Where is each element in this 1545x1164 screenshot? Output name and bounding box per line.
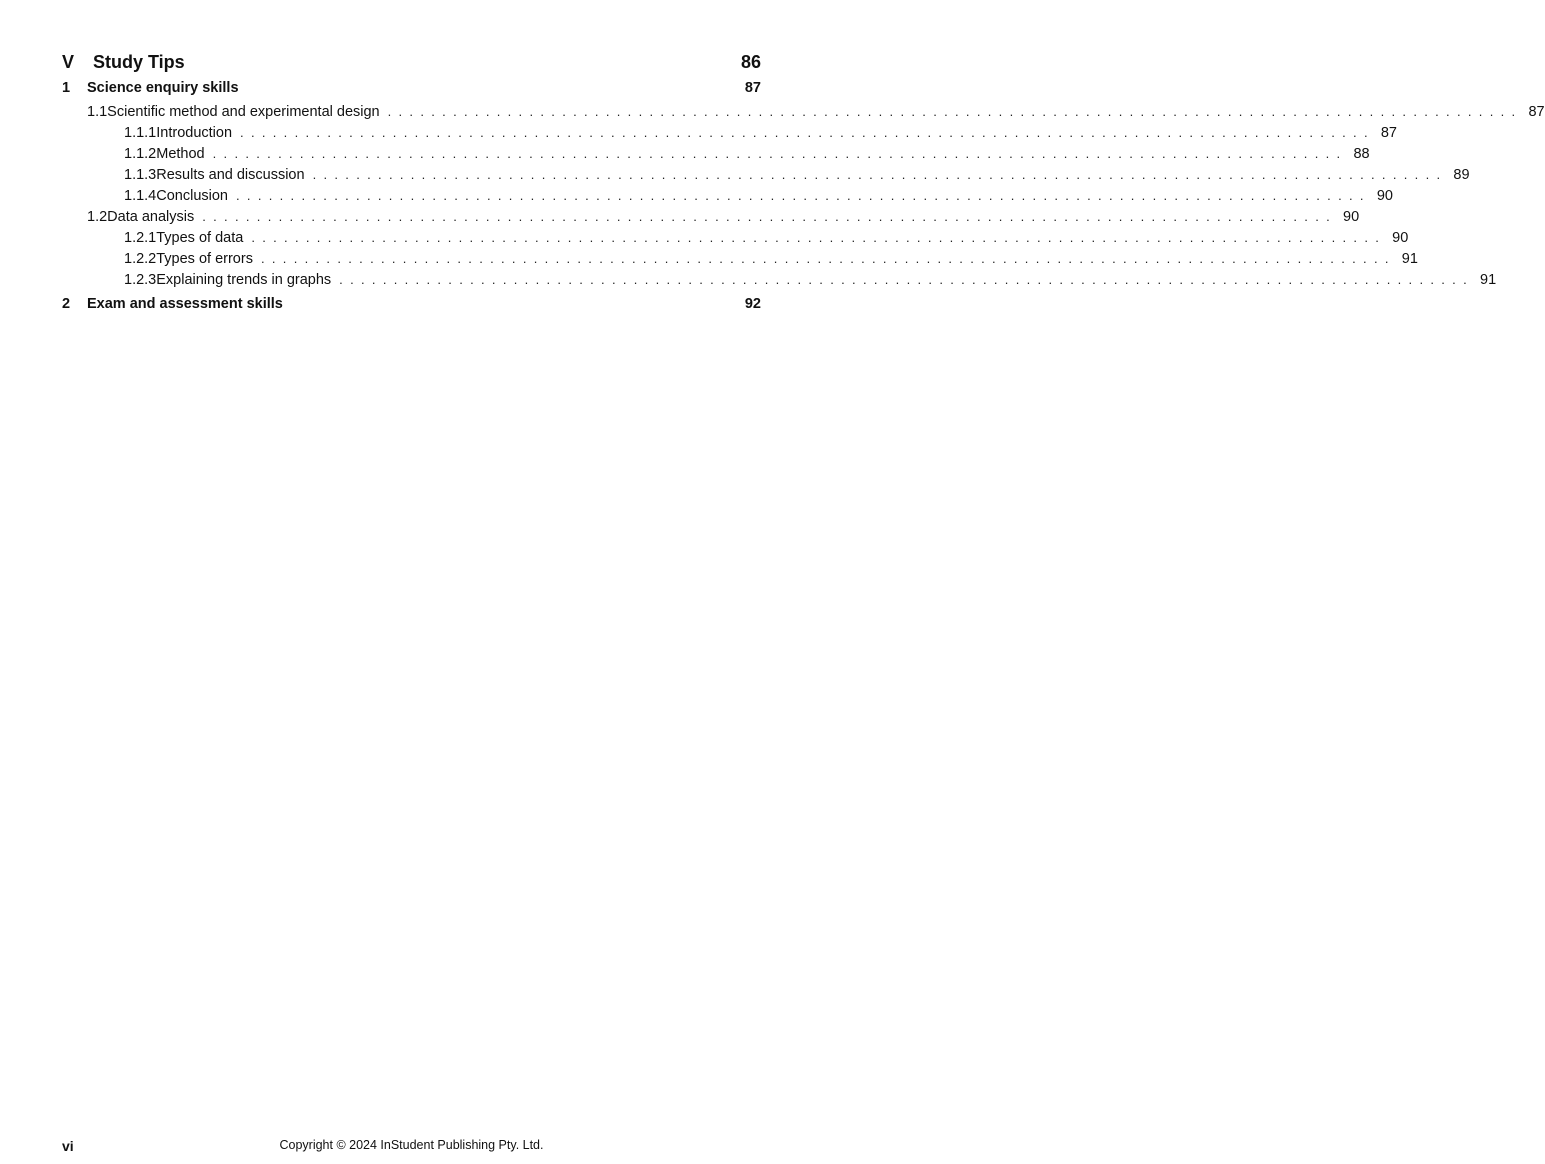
subsection-page: 88 <box>1353 146 1370 162</box>
subsection-title: Method <box>156 146 205 162</box>
toc-subsection-entry[interactable] <box>62 269 1497 290</box>
chapter-number: 2 <box>62 296 71 312</box>
section-number: 1.1 <box>87 104 108 120</box>
subsection-number: 1.1.2 <box>124 146 157 162</box>
toc-section-entry[interactable] <box>62 101 1545 122</box>
subsection-title: Conclusion <box>156 188 228 204</box>
subsection-number: 1.1.1 <box>124 125 157 141</box>
subsection-number: 1.1.4 <box>124 188 157 204</box>
dot-leader: ........................................................................................................ <box>202 209 1338 224</box>
page-number: vi <box>62 1138 74 1154</box>
subsection-page: 89 <box>1453 167 1470 183</box>
toc-subsection-entry[interactable] <box>62 227 1409 248</box>
subsection-number: 1.1.3 <box>124 167 157 183</box>
subsection-page: 91 <box>1480 272 1497 288</box>
subsection-title: Explaining trends in graphs <box>156 272 332 288</box>
section-title: Data analysis <box>107 209 195 225</box>
toc-subsection-entry[interactable] <box>62 248 1418 269</box>
toc-chapter-entry[interactable] <box>62 80 761 101</box>
page-footer <box>62 1138 761 1156</box>
dot-leader: ........................................................................................................ <box>312 167 1448 182</box>
dot-leader: ........................................................................................................ <box>212 146 1348 161</box>
table-of-contents <box>62 52 1545 317</box>
part-page: 86 <box>740 52 761 72</box>
subsection-page: 90 <box>1376 188 1393 204</box>
dot-leader: ........................................................................................................ <box>236 188 1371 203</box>
chapter-page: 87 <box>744 80 761 96</box>
toc-subsection-entry[interactable] <box>62 164 1470 185</box>
subsection-number: 1.2.3 <box>124 272 157 288</box>
subsection-number: 1.2.2 <box>124 251 157 267</box>
subsection-title: Types of data <box>156 230 244 246</box>
toc-subsection-entry[interactable] <box>62 122 1397 143</box>
chapter-title: Science enquiry skills <box>87 80 239 96</box>
subsection-page: 91 <box>1401 251 1418 267</box>
toc-part-entry[interactable] <box>62 52 761 78</box>
subsection-title: Types of errors <box>156 251 253 267</box>
chapter-title: Exam and assessment skills <box>87 296 283 312</box>
part-title: Study Tips <box>93 52 185 72</box>
dot-leader: ........................................................................................................ <box>240 125 1375 140</box>
subsection-page: 90 <box>1392 230 1409 246</box>
toc-subsection-entry[interactable] <box>62 143 1370 164</box>
dot-leader: ........................................................................................................ <box>339 272 1474 287</box>
chapter-page: 92 <box>744 296 761 312</box>
section-page: 90 <box>1343 209 1360 225</box>
subsection-title: Introduction <box>156 125 233 141</box>
toc-section-entry[interactable] <box>62 206 1360 227</box>
subsection-title: Results and discussion <box>156 167 305 183</box>
subsection-number: 1.2.1 <box>124 230 157 246</box>
dot-leader: ........................................................................................................ <box>260 251 1396 266</box>
section-number: 1.2 <box>87 209 108 225</box>
part-number: V <box>62 52 75 72</box>
dot-leader: ........................................................................................................ <box>387 104 1523 119</box>
section-page: 87 <box>1528 104 1545 120</box>
copyright-notice: Copyright © 2024 InStudent Publishing Pty. Ltd. <box>279 1138 544 1152</box>
subsection-page: 87 <box>1380 125 1397 141</box>
dot-leader: ........................................................................................................ <box>251 230 1387 245</box>
chapter-number: 1 <box>62 80 71 96</box>
toc-chapter-entry[interactable] <box>62 296 761 317</box>
section-title: Scientific method and experimental design <box>107 104 380 120</box>
toc-subsection-entry[interactable] <box>62 185 1393 206</box>
